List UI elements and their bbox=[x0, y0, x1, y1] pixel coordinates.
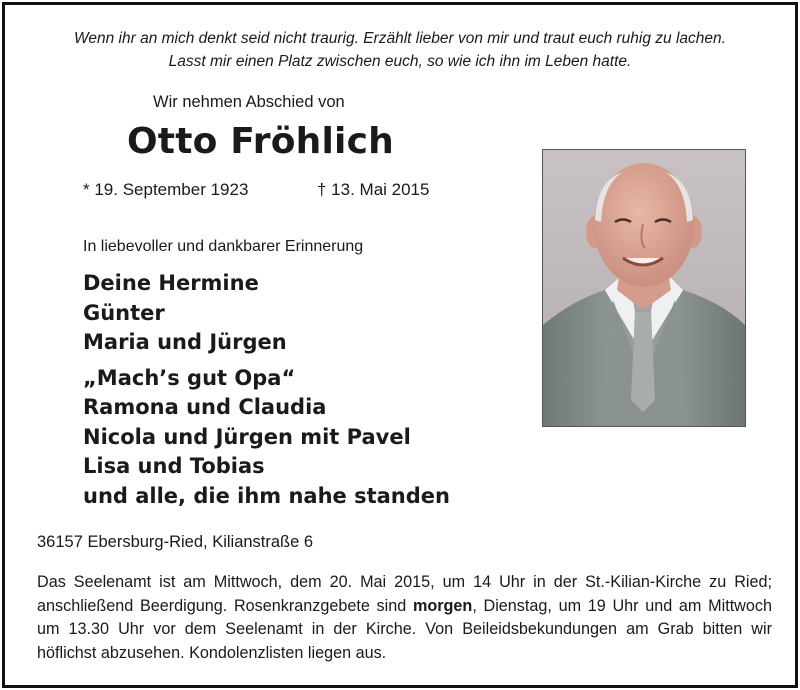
address: 36157 Ebersburg-Ried, Kilianstraße 6 bbox=[37, 533, 314, 551]
emphasis-word: morgen bbox=[412, 596, 473, 615]
mourner-line: Ramona und Claudia bbox=[83, 395, 327, 419]
mourner-line: und alle, die ihm nahe standen bbox=[83, 483, 450, 508]
mourner-line: Deine Hermine bbox=[83, 271, 259, 295]
mourners-list bbox=[83, 269, 450, 511]
memorial-quote bbox=[5, 27, 795, 73]
mourner-line: Lisa und Tobias bbox=[83, 454, 265, 478]
obituary-frame bbox=[2, 2, 798, 688]
service-details: Das Seelenamt ist am Mittwoch, dem 20. Mai 2015, um 14 Uhr in der St.-Kilian-Kirche zu Ried; anschließend Beerdigung. Rosenkranzgebete sind morgen, Dienstag, um 19 Uhr und am Mittwoch um 13.30 Uhr vor dem Seelenamt in der Kirche. Von Beileidsbekundungen am Grab bitten wir höflichst abzusehen. Kondolenzlisten liegen aus. bbox=[37, 573, 772, 662]
quote-line-2: Lasst mir einen Platz zwischen euch, so wie ich ihn im Leben hatte. bbox=[168, 53, 632, 70]
quote-line-1: Wenn ihr an mich denkt seid nicht traurig. Erzählt lieber von mir und traut euch ruhig zu lachen. bbox=[74, 30, 726, 47]
mourner-line: Maria und Jürgen bbox=[83, 330, 287, 354]
farewell-heading: Wir nehmen Abschied von bbox=[153, 93, 345, 111]
death-date: † 13. Mai 2015 bbox=[317, 180, 430, 199]
memory-line: In liebevoller und dankbarer Erinnerung bbox=[83, 238, 364, 255]
birth-date: * 19. September 1923 bbox=[83, 180, 249, 199]
deceased-name: Otto Fröhlich bbox=[127, 121, 394, 162]
mourner-line: Günter bbox=[83, 300, 165, 325]
portrait-photo bbox=[542, 149, 746, 427]
mourner-line: „Mach’s gut Opa“ bbox=[83, 365, 296, 390]
mourner-line: Nicola und Jürgen mit Pavel bbox=[83, 424, 411, 449]
